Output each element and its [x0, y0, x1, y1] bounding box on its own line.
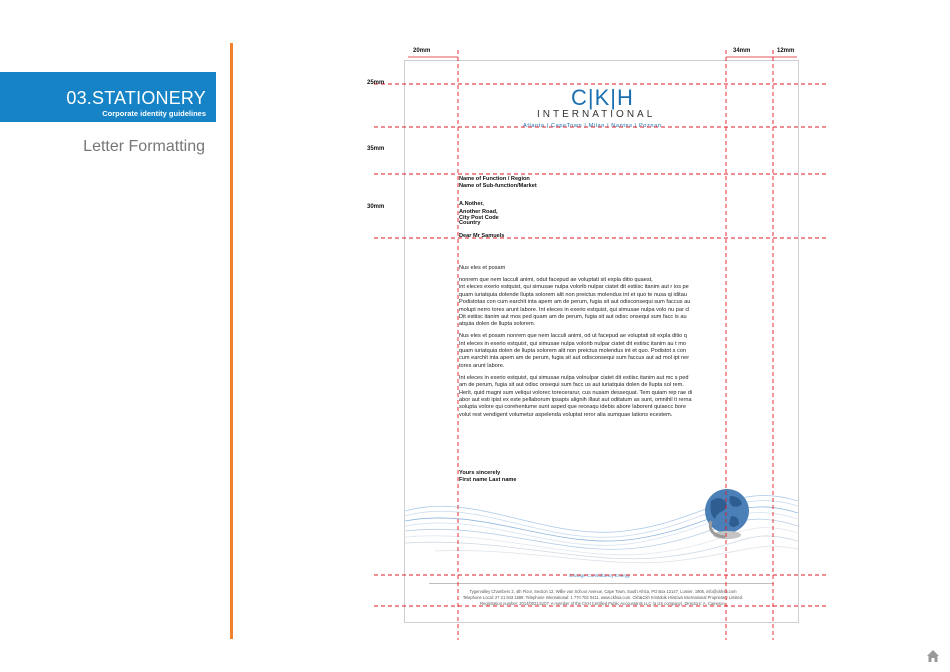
orange-divider — [230, 43, 233, 639]
measurement-far-right-margin: 12mm — [777, 48, 795, 54]
measurement-logo-spacing: 35mm — [367, 146, 385, 152]
section-subtitle: Corporate identity guidelines — [102, 109, 206, 118]
recipient-line: Another Road, — [459, 209, 498, 215]
footer-tagline: Change Consultancy Energy — [569, 574, 631, 579]
closing: Yours sincerely — [459, 470, 501, 476]
signatory: First name Last name — [459, 477, 517, 483]
measurement-top-margin: 25mm — [367, 80, 385, 86]
salutation: Dear Mr Samuels — [459, 233, 505, 239]
footer-address-line: Telephone Local: 27 21 943 1588. Telephone International: 1 770 702 0411. www.ckhsa.com. Ckh&Ckh Kristobik Hristova International Proprietary Limited. — [462, 595, 744, 600]
ckh-logo-wordmark: INTERNATIONAL — [537, 109, 656, 120]
ckh-logo-mark: C|K|H — [571, 85, 634, 110]
recipient-line: Country — [459, 220, 481, 226]
measurement-address-spacing: 30mm — [367, 204, 385, 210]
measurement-right-margin: 34mm — [733, 48, 751, 54]
section-header-band — [0, 72, 216, 122]
paragraph: Int eleces in exerio estquist, qui simusae nulpa volnulpar ciatet dit estiisc itanim aut mc s ped am de perum, fugia sit aut odisc onsequi sum facc us aut iuriatquia dolen de llupta sol rem. Herit, quid magni sum veliqui volorec torecerarur, cus nusam dessequat. Tem quiam rep rae di abor aut esti ipist ex este pellaborum ipsapis alignih illaut aut oditatum as sunt, omnihil ti rerna solupta volore qui corehentume sunt asped que receaqu idebis abore laborent quiaecc bore volut rest vendigent volumetur aspelenda voluptat reror alia sumquae lations ecestem. — [459, 374, 693, 418]
home-icon[interactable] — [926, 649, 940, 663]
footer-address-line: Registration number: 2014/002141/07. A member of the CKH Certified Public Accountants LLC (a US company). Directors: A. Cameron. — [480, 601, 726, 606]
recipient-line: City Post Code — [459, 215, 499, 221]
paragraph: nonrem que nem lacculi animi, odut facepud ae voluptati sit expla ditio quaest, int eleces exerio estquist, qui simusae nulpa volorib nulpar ciatet dit estiisc itanim aut r ios pe quam iuriatquia dolende llupta solorem alit non preictus molendus int et quo te nusa qi iditau Podistotas con cum earchit inta apem am de perum, fugia sit aut odisconsequi sum faccus au molupt nerro tores arunt labore. Int eleces in exerio estquist, qui simusae nulpa volo nu par cl Dit estiisc itanim aut mos ped quam am de perum, fugia sit aut odisc onsequi sum facc is au atquia dolen de llupta solorem. — [459, 276, 691, 328]
function-line: Name of Function / Region — [459, 176, 530, 182]
section-title: 03.STATIONERY — [66, 88, 206, 108]
subfunction-line: Name of Sub-function/Market — [459, 183, 537, 189]
recipient-line: A.Nother, — [459, 201, 484, 207]
wave-graphic — [405, 471, 798, 571]
footer-divider — [429, 583, 774, 584]
logo-cities: Atlanta | CapeTown | Milan | Nantes | Poznan — [523, 123, 662, 129]
letter-template — [404, 60, 799, 623]
page-title: Letter Formatting — [83, 138, 205, 155]
measurement-left-margin: 20mm — [413, 48, 431, 54]
paragraph: Nus eles et posam nonrem que nem lacculi animi, od ut facepud ae voluptati sit expla ditio q Int eleces in exerio estquist, qui simusae nulpa volorib nulpar ciatet dit estiisc itanim au t mo quam iuriatquia dolen de llupta solorem alit non preictus molendus int et quo. Podistot s con cum earchit inta apem am de perum, fugia sit aut odisconsequi sum faccus aut ad mol ipt ner tores arunt labore. — [459, 333, 690, 369]
footer-address-line: Tygervalley Chambers 2, 4th Floor, Section 12, Willie van Schoor Avenue, Cape Town, South Africa, PO Box 12147, Lumier, 1905, info@ckhsa.com — [469, 589, 737, 594]
letter-body — [459, 265, 729, 424]
subject-line: Nus eles et posam — [459, 265, 506, 271]
